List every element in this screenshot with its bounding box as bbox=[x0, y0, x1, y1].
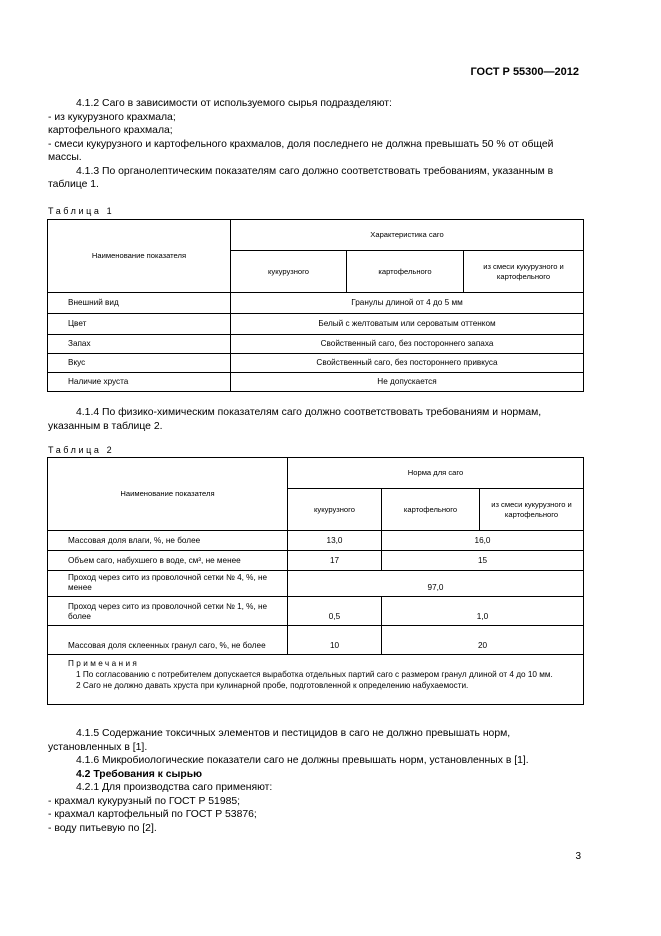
section-4-1-5-to-4-2-1 bbox=[48, 727, 583, 835]
section-4-1-4: 4.1.4 По физико-химическим показателям саго должно соответствовать требованиям и нормам, указанным в таблице 2. bbox=[48, 407, 542, 432]
section-heading: 4.2 Требования к сырью bbox=[76, 768, 203, 780]
table-cell: Массовая доля влаги, %, не более bbox=[48, 531, 288, 551]
table-cell: 15 bbox=[382, 551, 584, 571]
table-cell: Белый с желтоватым или сероватым оттенком bbox=[231, 314, 584, 335]
header-cell: кукурузного bbox=[288, 489, 382, 531]
table-cell: Свойственный саго, без постороннего привкуса bbox=[231, 354, 584, 373]
table-cell: Внешний вид bbox=[48, 293, 231, 314]
list-item: - из кукурузного крахмала; bbox=[48, 111, 176, 123]
header-cell: кукурузного bbox=[231, 251, 347, 293]
table-1-caption: Таблица 1 bbox=[48, 206, 115, 216]
header-cell: Характеристика саго bbox=[231, 220, 584, 251]
paragraph: 4.1.5 Содержание токсичных элементов и пестицидов в саго не должно превышать норм, установленных в [1]. bbox=[48, 728, 511, 753]
header-cell: Наименование показателя bbox=[48, 220, 231, 293]
paragraph: 4.2.1 Для производства саго применяют: bbox=[76, 782, 273, 793]
table-cell: 17 bbox=[288, 551, 382, 571]
header-cell: картофельного bbox=[347, 251, 464, 293]
paragraph: 4.1.6 Микробиологические показатели саго не должны превышать норм, установленных в [1]. bbox=[76, 755, 529, 766]
table-cell: Гранулы длиной от 4 до 5 мм bbox=[231, 293, 584, 314]
table-cell: 97,0 bbox=[288, 571, 584, 597]
table-cell: 0,5 bbox=[288, 597, 382, 626]
table-cell: 13,0 bbox=[288, 531, 382, 551]
list-item: - крахмал кукурузный по ГОСТ Р 51985; bbox=[48, 795, 241, 807]
list-item: - крахмал картофельный по ГОСТ Р 53876; bbox=[48, 809, 257, 820]
table-cell: 16,0 bbox=[382, 531, 584, 551]
header-cell: Норма для саго bbox=[288, 458, 584, 489]
table-cell: 20 bbox=[382, 626, 584, 655]
note: 2 Саго не должно давать хруста при кулинарной пробе, подготовленной к определению набухаемости. bbox=[76, 681, 469, 690]
table-1 bbox=[47, 219, 584, 392]
paragraph: 4.1.3 По органолептическим показателям саго должно соответствовать требованиям, указанным в таблице 1. bbox=[48, 165, 554, 190]
table-cell: Наличие хруста bbox=[48, 373, 231, 392]
table-cell: 1,0 bbox=[382, 597, 584, 626]
table-cell: Проход через сито из проволочной сетки № 4, %, не менее bbox=[48, 571, 288, 597]
paragraph: 4.1.2 Саго в зависимости от используемого сырья подразделяют: bbox=[76, 98, 392, 109]
notes-title: Примечания bbox=[68, 659, 140, 668]
table-cell: Цвет bbox=[48, 314, 231, 335]
table-cell: Вкус bbox=[48, 354, 231, 373]
table-cell: 10 bbox=[288, 626, 382, 655]
section-4-1-2 bbox=[48, 97, 583, 192]
table-cell: Свойственный саго, без постороннего запаха bbox=[231, 335, 584, 354]
header-cell: картофельного bbox=[382, 489, 480, 531]
standard-number: ГОСТ Р 55300—2012 bbox=[470, 66, 579, 78]
header-cell: Наименование показателя bbox=[48, 458, 288, 531]
header-cell: из смеси кукурузного и картофельного bbox=[464, 251, 584, 293]
header-cell: из смеси кукурузного и картофельного bbox=[480, 489, 584, 531]
table-2-caption: Таблица 2 bbox=[48, 445, 115, 455]
list-item: - воду питьевую по [2]. bbox=[48, 822, 157, 834]
table-cell: Проход через сито из проволочной сетки № 1, %, не более bbox=[48, 597, 288, 626]
table-2 bbox=[47, 457, 584, 705]
table-cell: Запах bbox=[48, 335, 231, 354]
table-cell: Не допускается bbox=[231, 373, 584, 392]
table-cell: Объем саго, набухшего в воде, см³, не менее bbox=[48, 551, 288, 571]
note: 1 По согласованию с потребителем допускается выработка отдельных партий саго с размером гранул длиной от 4 до 10 мм. bbox=[76, 670, 553, 679]
list-item: картофельного крахмала; bbox=[48, 125, 173, 136]
page-number: 3 bbox=[575, 851, 581, 862]
list-item: - смеси кукурузного и картофельного крахмалов, доля последнего не должна превышать 50 % от общей массы. bbox=[48, 138, 554, 163]
table-cell: Массовая доля склеенных гранул саго, %, не более bbox=[48, 626, 288, 655]
table-notes bbox=[48, 655, 584, 705]
